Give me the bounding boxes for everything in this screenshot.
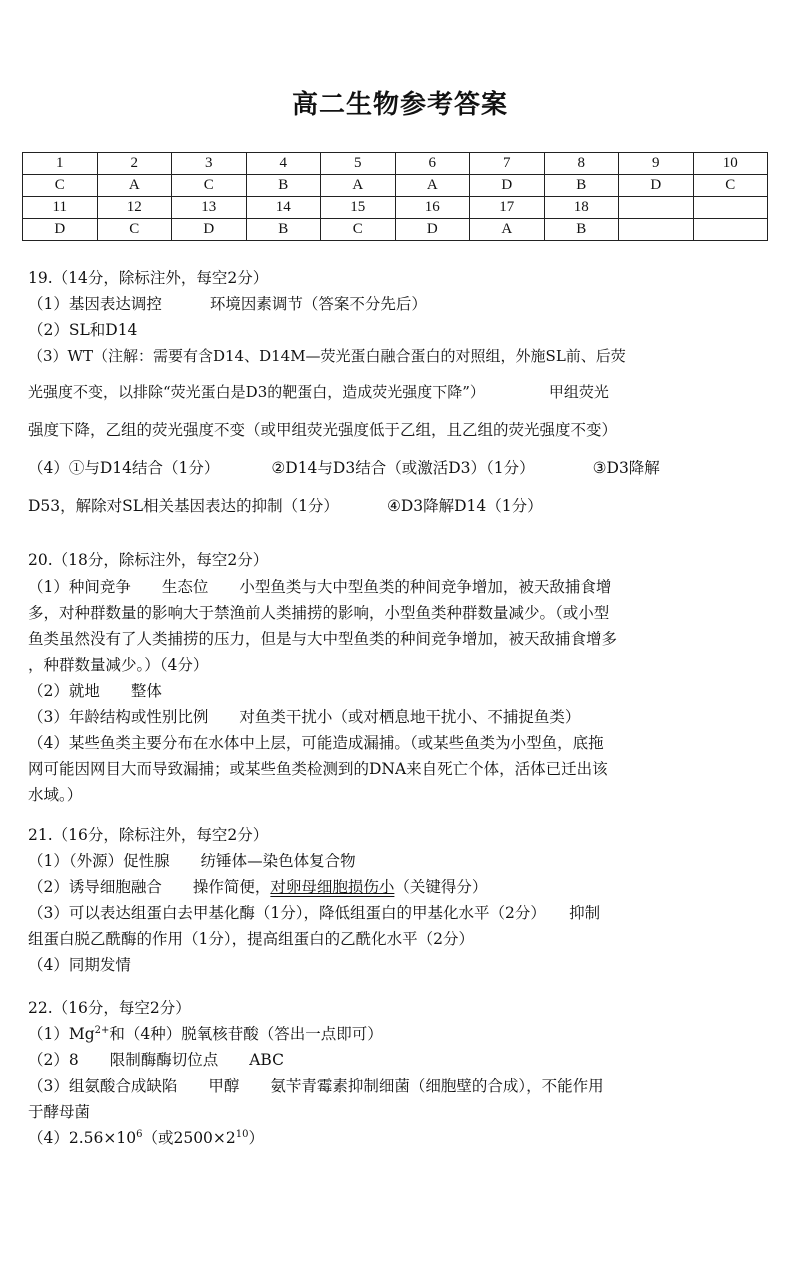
- q22-part4-b: （或2500×2: [142, 1129, 236, 1147]
- answer-cell: [619, 219, 694, 241]
- answer-table: [22, 152, 768, 241]
- question-number-cell: 8: [544, 153, 619, 175]
- answer-row: [23, 175, 768, 197]
- q22-part3-line2: 于酵母菌: [28, 1103, 91, 1121]
- q22-part1-b: 和（4种）脱氧核苷酸（答出一点即可）: [109, 1025, 383, 1043]
- answer-cell: D: [395, 219, 470, 241]
- q21-part3-line2: 组蛋白脱乙酰酶的作用（1分），提高组蛋白的乙酰化水平（2分）: [28, 930, 474, 948]
- q19-part3-line2: [28, 380, 776, 404]
- q22-part3-line1: （3）组氨酸合成缺陷 甲醇 氨苄青霉素抑制细菌（细胞壁的合成），不能作用: [28, 1077, 604, 1095]
- question-number-cell: [619, 197, 694, 219]
- q21-part2-key-phrase: 对卵母细胞损伤小: [270, 878, 395, 896]
- answer-cell: C: [97, 219, 172, 241]
- question-number-cell: 5: [321, 153, 396, 175]
- q22-part4-c: ）: [248, 1129, 265, 1147]
- q21-part2-answer-a: （2）诱导细胞融合 操作简便，: [28, 878, 271, 896]
- q19-part3-line3: 强度下降，乙组的荧光强度不变（或甲组荧光强度低于乙组，且乙组的荧光强度不变）: [28, 421, 618, 439]
- q19-part3-note: 光强度不变，以排除“荧光蛋白是D3的靶蛋白，造成荧光强度下降”）: [28, 383, 485, 401]
- q21-part2-note: （关键得分）: [394, 878, 488, 896]
- question-number-cell: [693, 197, 768, 219]
- q22-part4: [28, 1126, 776, 1150]
- q20-part4-line2: 网可能因网目大而导致漏捕；或某些鱼类检测到的DNA来自死亡个体，活体已迁出该: [28, 760, 608, 778]
- answer-cell: D: [23, 219, 98, 241]
- answer-cell: B: [544, 175, 619, 197]
- q20-part1-line4: ，种群数量减少。）（4分）: [28, 656, 209, 674]
- q19-part4-answer-3-cont: D53，解除对SL相关基因表达的抑制（1分）: [28, 497, 339, 515]
- q19-part4-answer-1: （4）①与D14结合（1分）: [28, 459, 220, 477]
- q19-part4-answer-4: ④D3降解D14（1分）: [386, 497, 543, 515]
- answer-cell: [693, 219, 768, 241]
- q22-part1-a: （1）Mg: [28, 1025, 95, 1043]
- answer-row: [23, 219, 768, 241]
- q19-part1-answer-b: 环境因素调节（答案不分先后）: [209, 295, 427, 313]
- answer-cell: C: [321, 219, 396, 241]
- question-number-cell: 15: [321, 197, 396, 219]
- question-number-cell: 16: [395, 197, 470, 219]
- q22-header: 22.（16分，每空2分）: [28, 999, 191, 1017]
- q20-part4-line1: （4）某些鱼类主要分布在水体中上层，可能造成漏捕。（或某些鱼类为小型鱼，底拖: [28, 734, 604, 752]
- answer-cell: D: [172, 219, 247, 241]
- q22-part2: （2）8 限制酶酶切位点 ABC: [28, 1051, 284, 1069]
- q22-part4-exponent-1: 6: [136, 1129, 143, 1140]
- question-number-cell: 9: [619, 153, 694, 175]
- q20-part3: （3）年龄结构或性别比例 对鱼类干扰小（或对栖息地干扰小、不捕捉鱼类）: [28, 708, 581, 726]
- q22-part4-exponent-2: 10: [235, 1129, 249, 1140]
- answer-cell: A: [321, 175, 396, 197]
- q22-part4-a: （4）2.56×10: [28, 1129, 137, 1147]
- q19-part3-answer: 甲组荧光: [548, 383, 609, 401]
- q19-part1: [28, 292, 776, 316]
- answer-cell: A: [395, 175, 470, 197]
- q21-part3-line1: （3）可以表达组蛋白去甲基化酶（1分），降低组蛋白的甲基化水平（2分） 抑制: [28, 904, 601, 922]
- q22-part1: [28, 1022, 776, 1046]
- q20-part1-line3: 鱼类虽然没有了人类捕捞的压力，但是与大中型鱼类的种间竞争增加，被天敌捕食增多: [28, 630, 618, 648]
- question-number-row: [23, 197, 768, 219]
- question-number-cell: 4: [246, 153, 321, 175]
- answer-cell: B: [246, 175, 321, 197]
- q20-part1-line1: （1）种间竞争 生态位 小型鱼类与大中型鱼类的种间竞争增加，被天敌捕食增: [28, 578, 612, 596]
- q21-part2: [28, 875, 776, 899]
- question-number-cell: 13: [172, 197, 247, 219]
- page-title: 高二生物参考答案: [291, 90, 508, 120]
- question-number-cell: 2: [97, 153, 172, 175]
- q21-part1: （1）（外源）促性腺 纺锤体—染色体复合物: [28, 852, 356, 870]
- answer-cell: B: [246, 219, 321, 241]
- q19-part4-answer-2: ②D14与D3结合（或激活D3）（1分）: [271, 459, 535, 477]
- q19-part1-answer-a: （1）基因表达调控: [28, 295, 162, 313]
- answer-cell: C: [172, 175, 247, 197]
- q19-part4-line1: [28, 456, 776, 480]
- question-number-cell: 17: [470, 197, 545, 219]
- q19-header: 19.（14分，除标注外，每空2分）: [28, 269, 269, 287]
- answer-cell: A: [470, 219, 545, 241]
- question-number-cell: 14: [246, 197, 321, 219]
- answer-cell: C: [693, 175, 768, 197]
- question-number-cell: 7: [470, 153, 545, 175]
- answer-cell: A: [97, 175, 172, 197]
- question-number-cell: 6: [395, 153, 470, 175]
- question-number-row: [23, 153, 768, 175]
- q19-part4-answer-3: ③D3降解: [592, 459, 660, 477]
- q19-part4-line2: [28, 494, 776, 518]
- q19-part2: （2）SL和D14: [28, 321, 138, 339]
- question-number-cell: 12: [97, 197, 172, 219]
- answer-cell: D: [470, 175, 545, 197]
- question-number-cell: 10: [693, 153, 768, 175]
- q21-part4: （4）同期发情: [28, 956, 131, 974]
- answer-cell: C: [23, 175, 98, 197]
- q21-header: 21.（16分，除标注外，每空2分）: [28, 826, 269, 844]
- answer-cell: B: [544, 219, 619, 241]
- q20-header: 20.（18分，除标注外，每空2分）: [28, 551, 269, 569]
- question-number-cell: 11: [23, 197, 98, 219]
- q22-part1-superscript: 2+: [94, 1025, 110, 1036]
- question-number-cell: 18: [544, 197, 619, 219]
- question-number-cell: 1: [23, 153, 98, 175]
- q20-part2: （2）就地 整体: [28, 682, 162, 700]
- q20-part4-line3: 水域。）: [28, 786, 83, 804]
- q19-part3-line1: （3）WT（注解：需要有含D14、D14M—荧光蛋白融合蛋白的对照组，外施SL前、后荧: [28, 347, 626, 365]
- question-number-cell: 3: [172, 153, 247, 175]
- answer-cell: D: [619, 175, 694, 197]
- q20-part1-line2: 多，对种群数量的影响大于禁渔前人类捕捞的影响，小型鱼类种群数量减少。（或小型: [28, 604, 610, 622]
